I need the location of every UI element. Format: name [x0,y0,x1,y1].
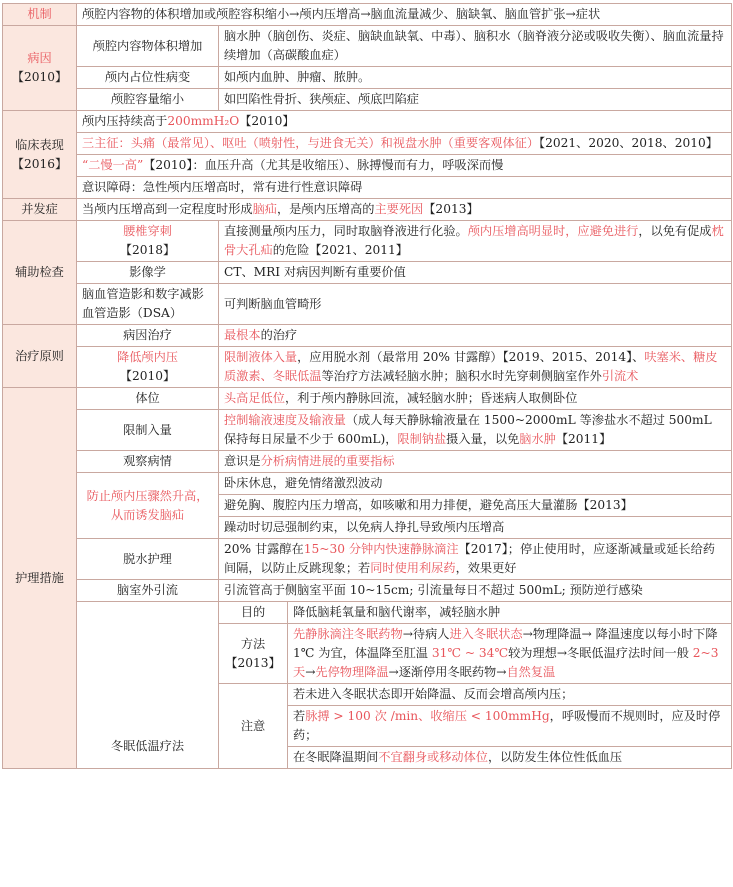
clinical-section [3,111,77,199]
ich-summary-table [2,3,732,769]
etiologic-treatment-text [219,325,732,347]
prevent-item-3: 躁动时切忌强制约束，以免病人挣扎导致颅内压增高 [219,517,732,539]
highlight-text: 同时使用利尿药 [370,561,456,575]
etiology-text-1: 脑水肿（脑创伤、炎症、脑缺血缺氧、中毒）、脑积水（脑脊液分泌或吸收失衡）、脑血流量持续增加（高碳酸血症） [219,26,732,67]
drainage-text: 引流管高于侧脑室平面 10~15cm; 引流量每日不超过 500mL; 预防逆行感染 [219,580,732,602]
clinical-row [3,111,732,133]
text-segment: 方法 [240,636,266,651]
complication-label: 并发症 [3,199,77,221]
text-segment: ，应用脱水剂（最常用 20% 甘露醇）【2019、2015、2014】、 [297,350,645,364]
text-segment: ，利于颅内静脉回流，减轻脑水肿；昏迷病人取侧卧位 [284,391,578,405]
method-text [288,624,732,684]
etiology-name-3: 颅腔容量缩小 [77,89,219,111]
text-segment: 的治疗 [260,328,298,342]
highlight-text: 脉搏 > 100 次 /min、收缩压 < 100mmHg [305,709,550,723]
highlight-text: 降低颅内压 [117,350,178,364]
etiology-row [3,67,732,89]
nursing-row [3,539,732,580]
highlight-text: 200mmH₂O [167,114,240,128]
clinical-triad [77,133,732,155]
text-segment: 20% 甘露醇在 [224,542,304,556]
highlight-text: 枕骨大孔疝 [224,224,724,257]
mechanism-row [3,4,732,26]
lower-icp-text [219,347,732,388]
text-segment: ，效果更好 [455,561,517,575]
prevent-item-1: 卧床休息，避免情绪激烈波动 [219,473,732,495]
text-segment: ，以免有促成 [638,224,712,238]
prevent-name: 防止颅内压骤然升高，从而诱发脑疝 [77,473,219,539]
clinical-label: 临床表现 [15,137,64,152]
text-segment: ，以防发生体位性低血压 [488,750,623,764]
dsa-text: 可判断脑血管畸形 [219,284,732,325]
text-segment: ，呼吸慢而不规则时，应及时停药； [293,709,721,742]
highlight-text: 限制液体入量 [224,350,298,364]
highlight-text: 腰椎穿刺 [123,224,172,238]
dehydration-text [219,539,732,580]
text-segment: →待病人 [402,627,450,641]
note-1: 若未进入冬眠状态即开始降温、反而会增高颅内压； [288,684,732,706]
intake-name: 限制入量 [77,410,219,451]
text-segment: 【2010】：血压升高（尤其是收缩压）、脉搏慢而有力，呼吸深而慢 [143,158,504,172]
highlight-text: 脑水肿 [519,432,556,446]
lumbar-puncture-text [219,221,732,262]
prevent-item-2: 避免胸、腹腔内压力增高，如咳嗽和用力排便，避免高压大量灌肠【2013】 [219,495,732,517]
clinical-vitals [77,155,732,177]
note-3 [288,747,732,769]
nursing-row [3,451,732,473]
intake-text [219,410,732,451]
etiology-text-2: 如颅内血肿、肿瘤、脓肿。 [219,67,732,89]
text-segment: 颅内压持续高于 [82,114,168,128]
highlight-text: 头高足低位 [224,391,285,405]
etiology-section [3,26,77,111]
text-segment: 较为理想→冬眠低温疗法时间一般 [508,646,693,660]
text-segment: 在冬眠降温期间 [293,750,379,764]
etiology-name-2: 颅内占位性病变 [77,67,219,89]
etiology-row [3,89,732,111]
nursing-row [3,410,732,451]
etiology-text-3: 如凹陷性骨折、狭颅症、颅底凹陷症 [219,89,732,111]
method-label [219,624,288,684]
etiology-row [3,26,732,67]
text-segment: 【2018】 [119,243,176,257]
highlight-text: 颅内压增高明显时，应避免进行 [467,224,639,238]
text-segment: 【2010】 [119,369,176,383]
text-segment: （成人每天静脉输液量在 1500~2000mL 等渗盐水不超过 500mL 保持每日尿量不少于 600mL)， [224,413,712,446]
text-segment: 【2010】 [239,114,295,128]
highlight-text: “二慢一高” [82,158,144,172]
imaging-text: CT、MRI 对病因判断有重要价值 [219,262,732,284]
text-segment: → [305,665,316,679]
clinical-pressure [77,111,732,133]
clinical-row [3,155,732,177]
text-segment: 摄入量，以免 [446,432,520,446]
text-segment: 意识是 [224,454,261,468]
treatment-row [3,347,732,388]
highlight-text: 脑疝 [252,202,277,216]
dsa-name: 脑血管造影和数字减影血管造影（DSA） [77,284,219,325]
goal-text: 降低脑耗氧量和脑代谢率，减轻脑水肿 [288,602,732,624]
complication-text [77,199,732,221]
note-2 [288,706,732,747]
highlight-text: 限制钠盐 [397,432,447,446]
text-segment: 当颅内压增高到一定程度时形成 [82,202,253,216]
text-segment: 直接测量颅内压力，同时取脑脊液进行化验。 [224,224,468,238]
highlight-text: 进入冬眠状态 [449,627,523,641]
mechanism-label: 机制 [3,4,77,26]
nursing-row [3,602,732,624]
treatment-label: 治疗原则 [3,325,77,388]
highlight-text: 主要死因 [374,202,424,216]
mechanism-text: 颅腔内容物的体积增加或颅腔容积缩小→颅内压增高→脑血流量减少、脑缺氧、脑血管扩张→症状 [77,4,732,26]
note-label: 注意 [219,684,288,769]
text-segment: 的危险【2021、2011】 [272,243,408,257]
clinical-row [3,177,732,199]
text-segment: 若 [293,709,306,723]
text-segment: 等治疗方法减轻脑水肿；脑积水时先穿刺侧脑室作外 [321,369,602,383]
text-segment: 【2011】 [555,432,612,446]
etiology-year: 【2010】 [11,70,68,84]
etiology-label: 病因 [27,51,52,65]
highlight-text: 2~3 天 [293,646,719,679]
auxiliary-row [3,221,732,262]
complication-row [3,199,732,221]
auxiliary-row [3,262,732,284]
etiologic-treatment-name: 病因治疗 [77,325,219,347]
lower-icp-name [77,347,219,388]
highlight-text: 15~30 分钟内快速静脉滴注 [303,542,459,556]
nursing-row [3,388,732,410]
highlight-text: 先停物理降温 [315,665,389,679]
observe-text [219,451,732,473]
auxiliary-label: 辅助检查 [3,221,77,325]
highlight-text: 先静脉滴注冬眠药物 [293,627,403,641]
nursing-label: 护理措施 [3,388,77,769]
highlight-text: 控制输液速度及输液量 [224,413,346,427]
position-name: 体位 [77,388,219,410]
hypothermia-name: 冬眠低温疗法 [77,602,219,769]
observe-name: 观察病情 [77,451,219,473]
clinical-consciousness: 意识障碍：急性颅内压增高时，常有进行性意识障碍 [77,177,732,199]
highlight-text: 分析病情进展的重要指标 [260,454,395,468]
imaging-name: 影像学 [77,262,219,284]
auxiliary-row [3,284,732,325]
dehydration-name: 脱水护理 [77,539,219,580]
etiology-name-1: 颅腔内容物体积增加 [77,26,219,67]
nursing-row [3,580,732,602]
text-segment: →逐渐停用冬眠药物→ [388,665,507,679]
text-segment: 【2013】 [423,202,479,216]
lumbar-puncture-name [77,221,219,262]
clinical-year: 【2016】 [11,156,68,171]
treatment-row [3,325,732,347]
highlight-text: 呋塞米、糖皮质激素、冬眠低温 [224,350,718,383]
text-segment: 【2017】；停止使用时，应逐渐减量或延长给药间隔，以防止反跳现象；若 [224,542,715,575]
text-segment: →物理降温→ 降温速度以每小时下降 1℃ 为宜，体温降至肛温 [293,627,718,660]
highlight-text: 引流术 [601,369,639,383]
text-segment: ，是颅内压增高的 [277,202,375,216]
highlight-text: 三主征：头痛（最常见）、呕吐（喷射性，与进食无关）和视盘水肿（重要客观体征） [82,136,540,150]
text-segment: 【2021、2020、2018、2010】 [539,136,718,150]
highlight-text: 31℃ ~ 34℃ [431,646,509,660]
text-segment: 【2013】 [225,655,281,670]
clinical-row [3,133,732,155]
goal-label: 目的 [219,602,288,624]
nursing-row [3,473,732,495]
position-text [219,388,732,410]
highlight-text: 不宜翻身或移动体位 [378,750,488,764]
highlight-text: 最根本 [224,328,261,342]
drainage-name: 脑室外引流 [77,580,219,602]
highlight-text: 自然复温 [506,665,556,679]
